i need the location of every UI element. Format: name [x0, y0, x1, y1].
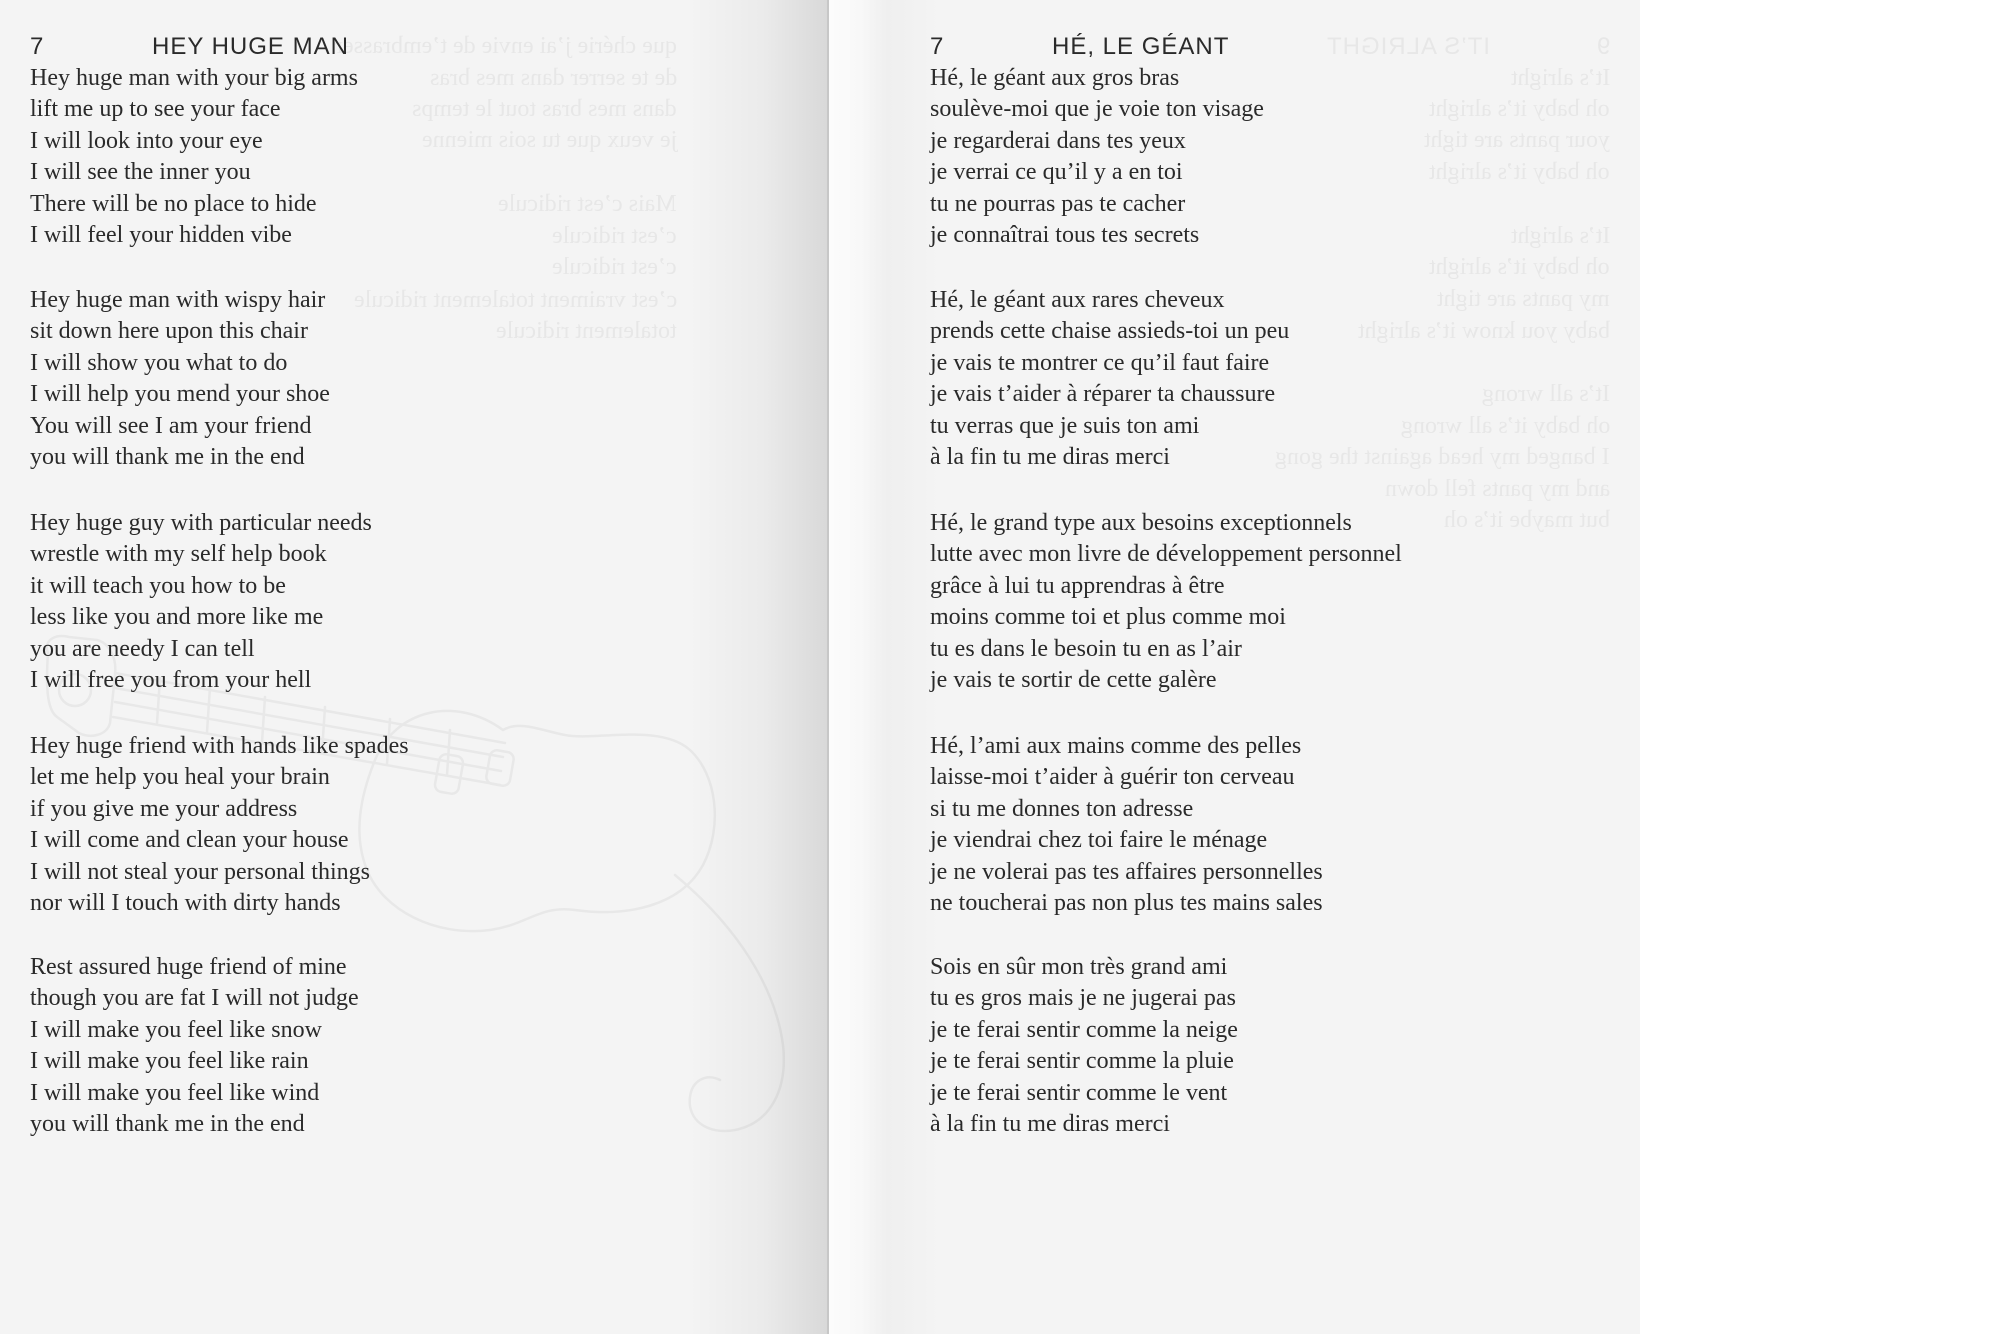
lyric-line: I will look into your eye [30, 127, 263, 154]
lyric-line: tu es gros mais je ne jugerai pas [930, 985, 1236, 1012]
lyric-line: Hé, le grand type aux besoins exceptionnels [930, 510, 1352, 536]
lyric-line: je vais te sortir de cette galère [930, 666, 1217, 693]
lyric-line: you are needy I can tell [30, 635, 255, 662]
lyric-line: Rest assured huge friend of mine [30, 954, 347, 980]
lyric-line: je te ferai sentir comme la neige [930, 1016, 1238, 1043]
lyric-line: Hey huge friend with hands like spades [30, 733, 409, 759]
lyric-line: si tu me donnes ton adresse [930, 795, 1194, 822]
lyric-line: grâce à lui tu apprendras à être [930, 572, 1225, 599]
show-through-page-number: 9 [1595, 33, 1610, 60]
lyric-line: I will make you feel like wind [30, 1079, 320, 1106]
show-through-line: Mais c’est ridicule [498, 191, 677, 217]
lyric-line: Sois en sûr mon très grand ami [930, 954, 1228, 980]
show-through-line: but maybe it’s oh [1444, 507, 1610, 533]
lyric-line: I will see the inner you [30, 159, 251, 186]
lyric-line: Hey huge man with wispy hair [30, 287, 326, 313]
lyric-line: though you are fat I will not judge [30, 985, 359, 1012]
show-through-line: oh baby it’s all wrong [1400, 413, 1610, 439]
page-gutter-highlight [829, 0, 944, 1334]
lyric-line: tu verras que je suis ton ami [930, 412, 1200, 439]
lyric-line: je vais te montrer ce qu’il faut faire [930, 349, 1270, 376]
page-title: HEY HUGE MAN [152, 33, 349, 60]
show-through-line: oh baby it’s alright [1429, 159, 1610, 185]
show-through-line: c’est ridicule [552, 254, 677, 280]
page-number: 7 [930, 33, 944, 60]
lyric-line: tu es dans le besoin tu en as l’air [930, 635, 1242, 662]
lyric-line: I will not steal your personal things [30, 858, 370, 885]
lyric-line: tu ne pourras pas te cacher [930, 190, 1186, 217]
stanza [30, 952, 359, 1140]
lyric-line: sit down here upon this chair [30, 318, 308, 345]
stanza [930, 285, 1289, 473]
show-through-line: It’s alright [1510, 223, 1610, 249]
show-through-line: c’est ridicule [552, 223, 677, 249]
lyric-line: Hé, l’ami aux mains comme des pelles [930, 733, 1302, 759]
lyric-line: I will feel your hidden vibe [30, 221, 292, 248]
show-through-line: totalement ridicule [496, 318, 677, 344]
lyric-line: à la fin tu me diras merci [930, 1110, 1170, 1137]
show-through-line: baby you know it’s alright [1358, 318, 1610, 344]
show-through-title: IT’S ALRIGHT [1325, 33, 1490, 60]
show-through-line: que chérie j’ai envie de t’embrasser [335, 33, 677, 59]
stanza [930, 952, 1238, 1140]
show-through-title-line [1326, 31, 1610, 62]
lyric-line: je regarderai dans tes yeux [930, 127, 1186, 154]
lyric-line: I will make you feel like snow [30, 1016, 322, 1043]
page-gutter-shadow [688, 0, 827, 1334]
stanza [930, 508, 1402, 696]
lyric-line: wrestle with my self help book [30, 541, 327, 568]
lyric-line: I will make you feel like rain [30, 1048, 309, 1075]
lyric-line: it will teach you how to be [30, 572, 286, 599]
stanza [30, 508, 372, 696]
lyric-line: lutte avec mon livre de développement personnel [930, 541, 1402, 568]
lyric-line: There will be no place to hide [30, 190, 317, 217]
lyric-line: less like you and more like me [30, 604, 324, 631]
lyric-line: lift me up to see your face [30, 96, 281, 123]
show-through-line: my pants are tight [1437, 286, 1610, 312]
lyric-line: prends cette chaise assieds-toi un peu [930, 318, 1290, 345]
lyric-line: you will thank me in the end [30, 443, 305, 470]
stanza [30, 285, 330, 473]
lyric-line: je ne volerai pas tes affaires personnelles [930, 858, 1323, 885]
lyric-line: moins comme toi et plus comme moi [930, 604, 1286, 631]
show-through-line: I banged my head against the gong [1275, 444, 1610, 470]
show-through-line: your pants are tight [1424, 127, 1610, 153]
show-through-line: dans mes bras tout le temps [412, 96, 677, 122]
lyric-line: Hé, le géant aux gros bras [930, 65, 1180, 91]
stanza [30, 731, 409, 919]
lyric-line: soulève-moi que je voie ton visage [930, 96, 1264, 123]
lyric-line: You will see I am your friend [30, 412, 312, 439]
show-through-line: and my pants fell down [1384, 476, 1610, 502]
page-number: 7 [30, 33, 44, 60]
stanza [30, 63, 358, 251]
lyric-line: je te ferai sentir comme la pluie [930, 1048, 1234, 1075]
show-through-line: oh baby it’s alright [1429, 254, 1610, 280]
lyric-line: if you give me your address [30, 795, 298, 822]
lyric-line: laisse-moi t’aider à guérir ton cerveau [930, 764, 1295, 791]
lyric-line: Hey huge guy with particular needs [30, 510, 372, 536]
lyric-line: Hey huge man with your big arms [30, 65, 358, 91]
show-through-line: oh baby it’s alright [1429, 96, 1610, 122]
lyric-line: I will come and clean your house [30, 827, 349, 854]
lyric-line: ne toucherai pas non plus tes mains sales [930, 889, 1323, 916]
lyric-line: you will thank me in the end [30, 1110, 305, 1137]
stanza [930, 63, 1264, 251]
stanza [930, 731, 1323, 919]
show-through-line: de te serrer dans mes bras [429, 65, 677, 91]
page-title: HÉ, LE GÉANT [1052, 33, 1230, 60]
lyric-line: nor will I touch with dirty hands [30, 889, 341, 916]
lyric-line: I will free you from your hell [30, 666, 312, 693]
lyric-line: je connaîtrai tous tes secrets [930, 221, 1200, 248]
lyric-line: I will help you mend your shoe [30, 381, 330, 408]
show-through-line: It’s all wrong [1482, 381, 1610, 407]
show-through-line: je veux que tu sois mienne [421, 127, 677, 153]
lyric-line: let me help you heal your brain [30, 764, 330, 791]
lyric-line: I will show you what to do [30, 349, 288, 376]
lyric-line: je vais t’aider à réparer ta chaussure [930, 381, 1276, 408]
lyric-line: je te ferai sentir comme le vent [930, 1079, 1228, 1106]
lyric-line: Hé, le géant aux rares cheveux [930, 287, 1225, 313]
lyric-line: je viendrai chez toi faire le ménage [930, 827, 1268, 854]
show-through-line: c’est vraiment totalement ridicule [353, 287, 677, 313]
lyric-line: je verrai ce qu’il y a en toi [930, 159, 1183, 186]
lyric-line: à la fin tu me diras merci [930, 443, 1170, 470]
show-through-line: It’s alright [1510, 65, 1610, 91]
